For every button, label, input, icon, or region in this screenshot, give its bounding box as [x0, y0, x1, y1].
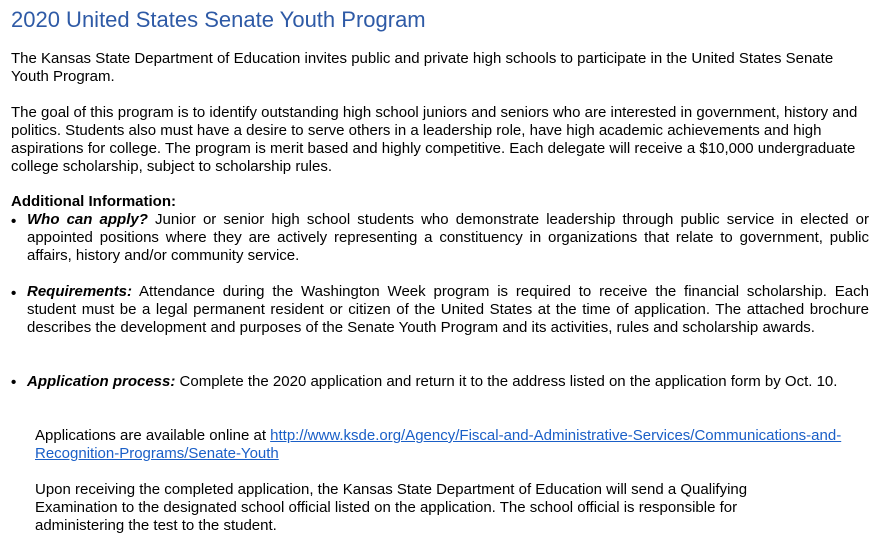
page-title: 2020 United States Senate Youth Program [11, 7, 426, 32]
list-item-application-process [27, 373, 869, 391]
senate-youth-link[interactable]: http://www.ksde.org/Agency/Fiscal-and-Administrative-Services/Communications-and-Recognition-Programs/Senate-Youth [35, 427, 842, 462]
intro-paragraph: The Kansas State Department of Education invites public and private high schools to participate in the United States Senate Youth Program. [11, 50, 834, 85]
closing-paragraph: Upon receiving the completed application, the Kansas State Department of Education will send a Qualifying Examination to the designated school official listed on the application. The school official is responsible for administering the test to the student. [35, 481, 748, 534]
item-text: Junior or senior high school students who demonstrate leadership through public service in elected or appointed positions where they are actively representing a constituency in organizations that relate to government, public affairs, history and/or community service. [27, 211, 869, 264]
item-text: Complete the 2020 application and return it to the address listed on the application form by Oct. 10. [175, 373, 838, 390]
bullet-icon: • [11, 374, 17, 391]
online-availability-note [35, 427, 869, 463]
item-label: Requirements: [27, 283, 133, 300]
item-label: Who can apply? [27, 211, 148, 228]
list-item-who-can-apply [27, 211, 869, 265]
bullet-icon: • [11, 285, 17, 302]
list-item-requirements [27, 283, 869, 337]
item-text: Attendance during the Washington Week program is required to receive the financial scholarship. Each student must be a legal permanent resident or citizen of the United States at the time of application. The attached brochure describes the development and purposes of the Senate Youth Program and its activities, rules and scholarship awards. [27, 283, 869, 336]
bullet-icon: • [11, 213, 17, 230]
additional-info-heading: Additional Information: [11, 193, 176, 210]
online-prefix: Applications are available online at [35, 427, 271, 444]
item-label: Application process: [27, 373, 176, 390]
goal-paragraph: The goal of this program is to identify outstanding high school juniors and seniors who are interested in government, history and politics. Students also must have a desire to serve others in a leadership role, have high academic achievements and high aspirations for college. The program is merit based and highly competitive. Each delegate will receive a $10,000 undergraduate college scholarship, subject to scholarship rules. [11, 104, 858, 175]
